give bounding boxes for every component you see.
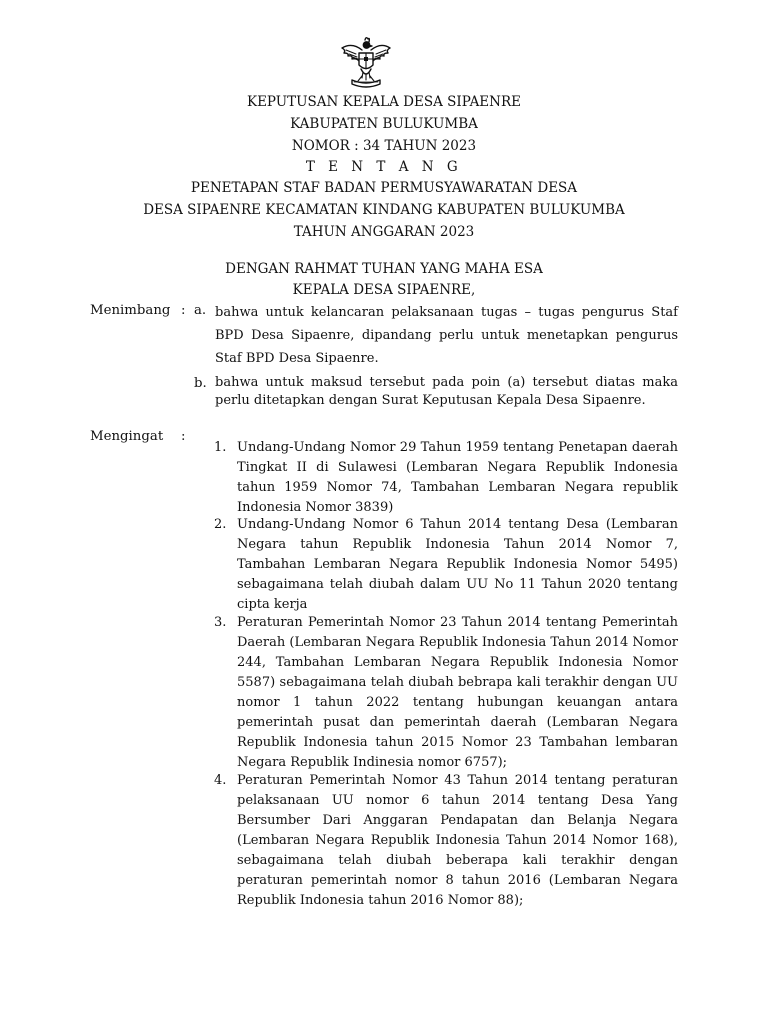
menimbang-item-b: bahwa untuk maksud tersebut pada poin (a) tersebut diatas maka perlu ditetapkan dengan Surat Keputusan Kepala Desa Sipaenre.	[215, 375, 678, 408]
regency-title: KABUPATEN BULUKUMBA	[290, 116, 478, 132]
rahmat-line: DENGAN RAHMAT TUHAN YANG MAHA ESA	[225, 261, 543, 277]
menimbang-colon: :	[181, 303, 186, 318]
decree-title: KEPUTUSAN KEPALA DESA SIPAENRE	[246, 94, 521, 110]
menimbang-marker-b: b.	[194, 376, 207, 391]
list-number: 2.	[214, 517, 227, 532]
list-text: Peraturan Pemerintah Nomor 23 Tahun 2014 tentang Pemerintah Daerah (Lembaran Negara Republik Indonesia Tahun 2014 Nomor 244, Tambahan Lembaran Negara Republik Indonesia Nomor 5587) sebagaimana telah diubah bebrapa kali terakhir dengan UU nomor 1 tahun 2022 tentang hubungan keuangan antara pemerintah pusat dan pemerintah daerah (Lembaran Negara Republik Indonesia tahun 2015 Nomor 23 Tambahan lembaran Negara Republik Indinesia nomor 6757);	[237, 615, 678, 770]
mengingat-colon: :	[181, 429, 186, 444]
list-text: Undang-Undang Nomor 29 Tahun 1959 tentang Penetapan daerah Tingkat II di Sulawesi (Lembaran Negara Republik Indonesia tahun 1959 Nomor 74, Tambahan Lembaran Negara republik Indonesia Nomor 3839)	[237, 440, 678, 515]
menimbang-label: Menimbang	[90, 303, 171, 318]
subject-line-1: PENETAPAN STAF BADAN PERMUSYAWARATAN DESA	[190, 180, 578, 196]
kepala-desa-line: KEPALA DESA SIPAENRE,	[292, 282, 476, 298]
list-number: 1.	[214, 440, 227, 455]
subject-line-3: TAHUN ANGGARAN 2023	[293, 224, 475, 240]
list-text: Undang-Undang Nomor 6 Tahun 2014 tentang Desa (Lembaran Negara tahun Republik Indonesia Tahun 2014 Nomor 7, Tambahan Lembaran Negara Republik Indonesia Nomor 5495) sebagaimana telah diubah dalam UU No 11 Tahun 2020 tentang cipta kerja	[237, 517, 678, 612]
list-text: Peraturan Pemerintah Nomor 43 Tahun 2014 tentang peraturan pelaksanaan UU nomor 6 tahun 2014 tentang Desa Yang Bersumber Dari Anggaran Pendapatan dan Belanja Negara (Lembaran Negara Republik Indonesia Tahun 2014 Nomor 168), sebagaimana telah diubah beberapa kali terakhir dengan peraturan pemerintah nomor 8 tahun 2016 (Lembaran Negara Republik Indonesia tahun 2016 Nomor 88);	[237, 773, 678, 908]
garuda-emblem-icon	[338, 34, 394, 90]
mengingat-label: Mengingat	[90, 429, 164, 444]
menimbang-item-a: bahwa untuk kelancaran pelaksanaan tugas – tugas pengurus Staf BPD Desa Sipaenre, dipandang perlu untuk menetapkan pengurus Staf BPD Desa Sipaenre.	[215, 305, 678, 366]
menimbang-marker-a: a.	[194, 303, 207, 318]
subject-line-2: DESA SIPAENRE KECAMATAN KINDANG KABUPATEN BULUKUMBA	[143, 202, 625, 218]
list-number: 4.	[214, 773, 227, 788]
list-number: 3.	[214, 615, 227, 630]
tentang-heading: T E N T A N G	[305, 159, 463, 175]
decree-number: NOMOR : 34 TAHUN 2023	[291, 138, 477, 154]
